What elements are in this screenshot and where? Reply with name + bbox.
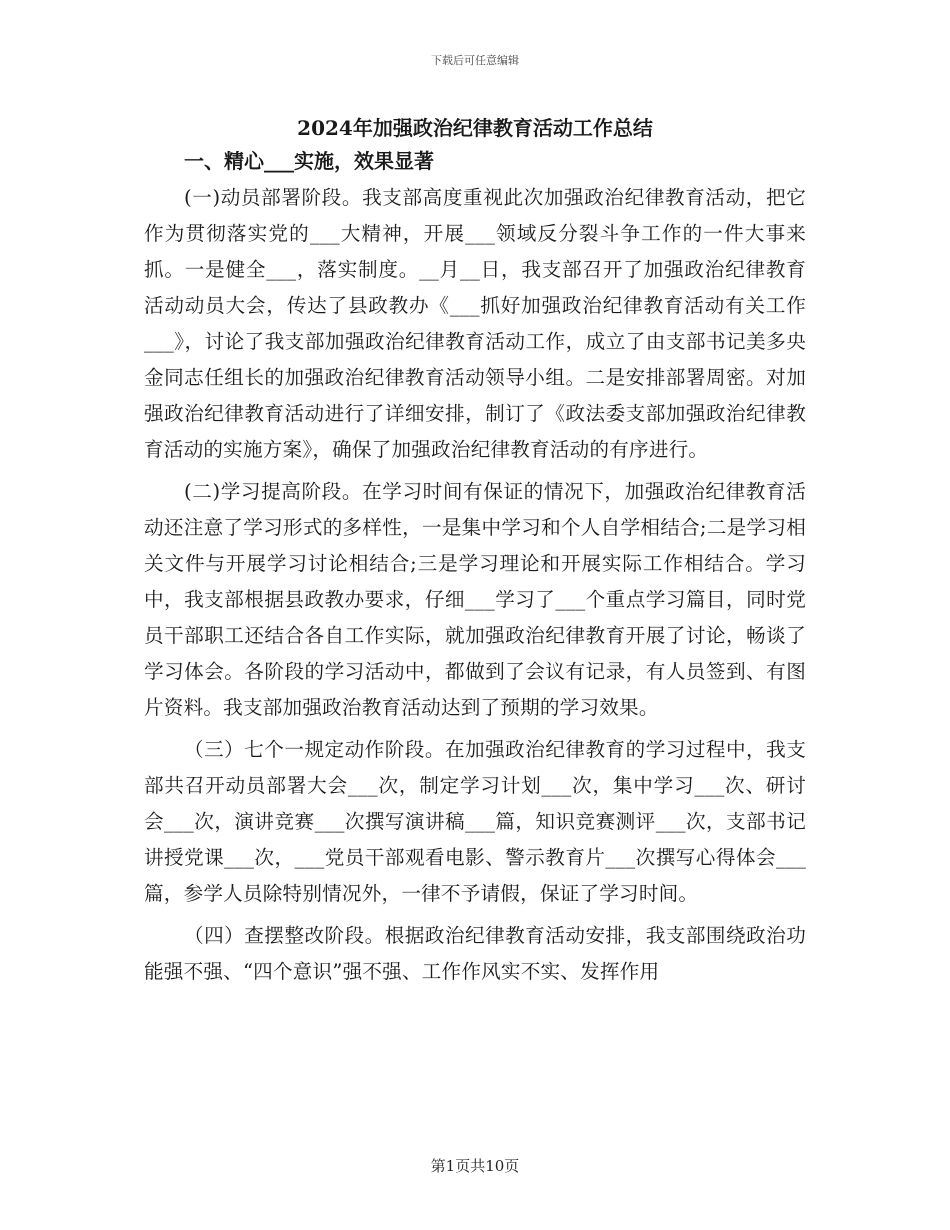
paragraph-3: （三）七个一规定动作阶段。在加强政治纪律教育的学习过程中，我支部共召开动员部署大会___次，制定学习计划___次，集中学习___次、研讨会___次，演讲竞赛___次撰写演讲稿___篇，知识竞赛测评___次，支部书记讲授党课___次，___党员干部观看电影、警示教育片___次撰写心得体会___篇，参学人员除特别情况外，一律不予请假，保证了学习时间。 — [144, 738, 806, 905]
paragraph-2: (二)学习提高阶段。在学习时间有保证的情况下，加强政治纪律教育活动还注意了学习形式的多样性，一是集中学习和个人自学相结合;二是学习相关文件与开展学习讨论相结合;三是学习理论和开展实际工作相结合。学习中，我支部根据县政教办要求，仔细___学习了___个重点学习篇目，同时党员干部职工还结合各自工作实际，就加强政治纪律教育开展了讨论，畅谈了学习体会。各阶段的学习活动中，都做到了会议有记录，有人员签到、有图片资料。我支部加强政治教育活动达到了预期的学习效果。 — [144, 480, 806, 719]
document-body — [144, 112, 806, 996]
paragraph-4: （四）查摆整改阶段。根据政治纪律教育活动安排，我支部围绕政治功能强不强、“四个意识”强不强、工作作风实不实、发挥作用 — [144, 924, 806, 983]
document-title: 2024年加强政治纪律教育活动工作总结 — [297, 116, 653, 140]
paragraph-1: (一)动员部署阶段。我支部高度重视此次加强政治纪律教育活动，把它作为贯彻落实党的___大精神，开展___领域反分裂斗争工作的一件大事来抓。一是健全___，落实制度。__月__日，我支部召开了加强政治纪律教育活动动员大会，传达了县政教办《___抓好加强政治纪律教育活动有关工作___》，讨论了我支部加强政治纪律教育活动工作，成立了由支部书记美多央金同志任组长的加强政治纪律教育活动领导小组。二是安排部署周密。对加强政治纪律教育活动进行了详细安排，制订了《政法委支部加强政治纪律教育活动的实施方案》，确保了加强政治纪律教育活动的有序进行。 — [144, 186, 806, 461]
section-heading: 一、精心___实施，效果显著 — [184, 149, 434, 173]
page-number: 第1页共10页 — [430, 1157, 520, 1175]
page-header-note: 下载后可任意编辑 — [431, 54, 519, 67]
